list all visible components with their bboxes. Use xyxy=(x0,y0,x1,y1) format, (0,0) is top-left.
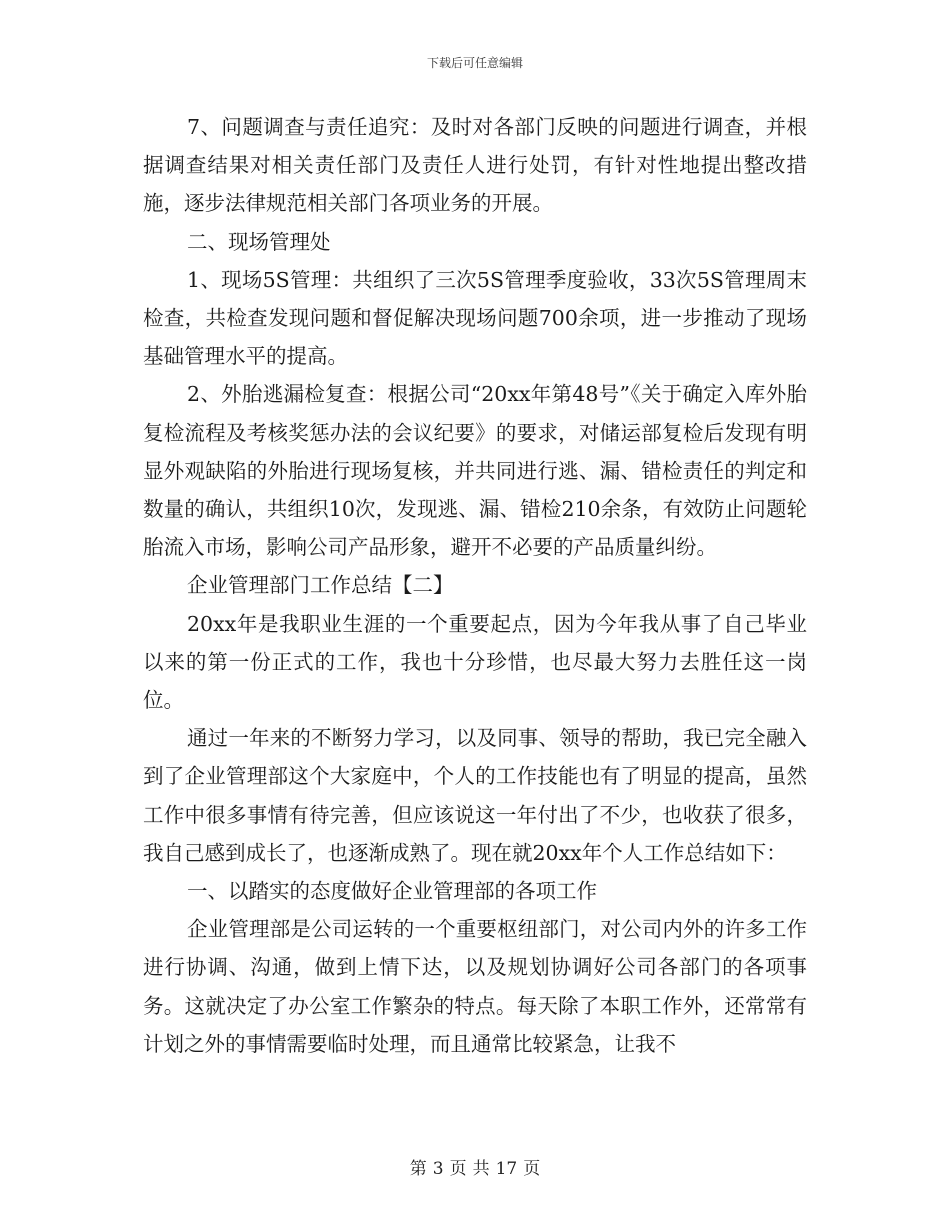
paragraph-career-start: 20xx年是我职业生涯的一个重要起点，因为今年我从事了自己毕业以来的第一份正式的工作，我也十分珍惜，也尽最大努力去胜任这一岗位。 xyxy=(143,611,807,713)
section-heading-site-management: 二、现场管理处 xyxy=(187,229,331,254)
page-prefix: 第 xyxy=(409,1159,427,1179)
document-body xyxy=(143,108,807,1063)
page-header-note: 下载后可任意编辑 xyxy=(426,56,523,70)
page-total: 17 xyxy=(495,1159,518,1179)
total-unit: 页 xyxy=(523,1159,541,1179)
page-number-footer xyxy=(0,1154,950,1179)
paragraph-problem-investigation: 7、问题调查与责任追究：及时对各部门反映的问题进行调查，并根据调查结果对相关责任部门及责任人进行处罚，有针对性地提出整改措施，逐步法律规范相关部门各项业务的开展。 xyxy=(143,115,807,216)
paragraph-department-role: 企业管理部是公司运转的一个重要枢纽部门，对公司内外的许多工作进行协调、沟通，做到上情下达，以及规划协调好公司各部门的各项事务。这就决定了办公室工作繁杂的特点。每天除了本职工作外，还常常有计划之外的事情需要临时处理，而且通常比较紧急，让我不 xyxy=(143,917,807,1056)
section-heading-work-attitude: 一、以踏实的态度做好企业管理部的各项工作 xyxy=(187,879,597,904)
page-unit: 页 xyxy=(449,1159,467,1179)
paragraph-5s-management: 1、现场5S管理：共组织了三次5S管理季度验收，33次5S管理周末检查，共检查发现问题和督促解决现场问题700余项，进一步推动了现场基础管理水平的提高。 xyxy=(143,267,807,369)
page-current: 3 xyxy=(432,1159,444,1179)
paragraph-year-review: 通过一年来的不断努力学习，以及同事、领导的帮助，我已完全融入到了企业管理部这个大家庭中，个人的工作技能也有了明显的提高，虽然工作中很多事情有待完善，但应该说这一年付出了不少，也收获了很多，我自己感到成长了，也逐渐成熟了。现在就20xx年个人工作总结如下： xyxy=(143,726,807,865)
paragraph-tire-recheck: 2、外胎逃漏检复查：根据公司“20xx年第48号”《关于确定入库外胎复检流程及考核奖惩办法的会议纪要》的要求，对储运部复检后发现有明显外观缺陷的外胎进行现场复核，并共同进行逃、漏、错检责任的判定和数量的确认，共组织10次，发现逃、漏、错检210余条，有效防止问题轮胎流入市场，影响公司产品形象，避开不必要的产品质量纠纷。 xyxy=(143,382,807,560)
section-title-summary-two: 企业管理部门工作总结【二】 xyxy=(187,573,454,598)
total-prefix: 共 xyxy=(472,1159,490,1179)
